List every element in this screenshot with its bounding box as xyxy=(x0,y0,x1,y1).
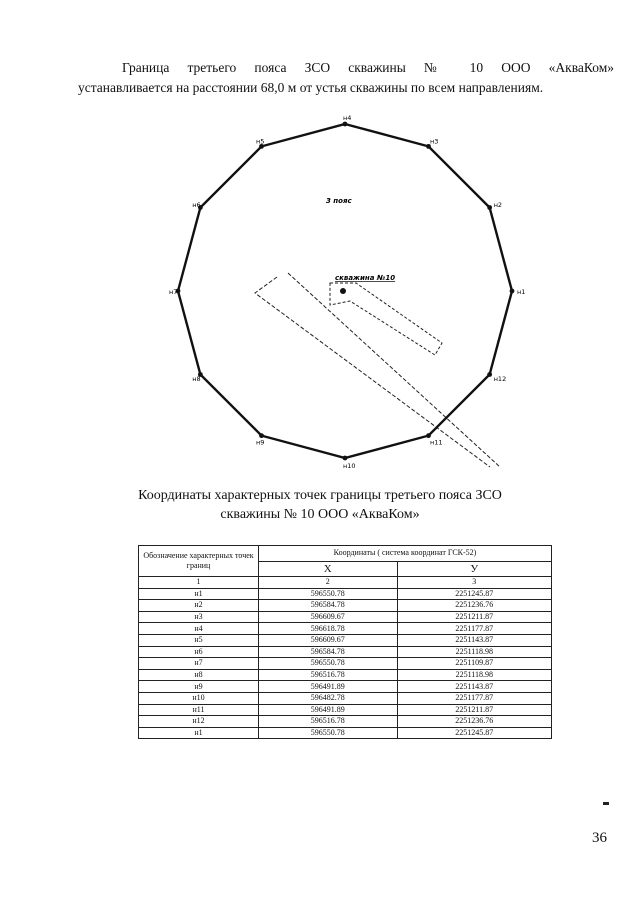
scan-mark xyxy=(603,802,609,805)
intro-line-1: Граница третьего пояса ЗСО скважины № 10 ООО «АкваКом» xyxy=(122,60,614,75)
table-row xyxy=(139,634,552,646)
cell-x: 596550.78 xyxy=(259,588,398,600)
cell-y: 2251109.87 xyxy=(397,658,551,670)
zone-scheme-diagram xyxy=(160,115,530,475)
cell-x: 596584.78 xyxy=(259,600,398,612)
coordinates-table xyxy=(138,545,552,739)
page-number: 36 xyxy=(592,830,607,846)
cell-y: 2251245.87 xyxy=(397,588,551,600)
caption-line-1: Координаты характерных точек границы третьего пояса ЗСО xyxy=(138,488,502,503)
cell-point: н1 xyxy=(139,727,259,739)
vertex-marker xyxy=(259,433,264,438)
cell-point: н1 xyxy=(139,588,259,600)
header-y: У xyxy=(397,561,551,577)
header-coordinates: Координаты ( система координат ГСК-52) xyxy=(259,546,552,562)
cell-point: н11 xyxy=(139,704,259,716)
cell-y: 2251118.98 xyxy=(397,646,551,658)
table-row xyxy=(139,669,552,681)
vertex-label: н4 xyxy=(343,115,352,122)
table-row xyxy=(139,727,552,739)
cell-y: 2251245.87 xyxy=(397,727,551,739)
intro-paragraph xyxy=(78,58,614,98)
cell-x: 596550.78 xyxy=(259,727,398,739)
cell-y: 2251236.76 xyxy=(397,600,551,612)
cell-point: н2 xyxy=(139,600,259,612)
vertex-marker xyxy=(343,122,348,127)
table-row xyxy=(139,623,552,635)
cell-y: 2251177.87 xyxy=(397,692,551,704)
table-caption xyxy=(100,486,540,524)
vertex-label: н3 xyxy=(430,137,439,146)
cell-x: 596618.78 xyxy=(259,623,398,635)
vertex-marker xyxy=(487,372,492,377)
well-label: скважина №10 xyxy=(335,274,396,282)
cell-x: 596550.78 xyxy=(259,658,398,670)
coordinates-table-wrap xyxy=(138,545,552,739)
cell-x: 596609.67 xyxy=(259,634,398,646)
cell-point: н4 xyxy=(139,623,259,635)
vertex-label: н10 xyxy=(343,462,356,470)
header-point-name: Обозначение характерных точек границ xyxy=(139,546,259,577)
vertex-label: н1 xyxy=(517,288,526,296)
cell-y: 2251211.87 xyxy=(397,704,551,716)
intro-line-2: устанавливается на расстоянии 68,0 м от устья скважины по всем направлениям. xyxy=(78,80,544,95)
cell-x: 596516.78 xyxy=(259,716,398,728)
cell-point: н3 xyxy=(139,611,259,623)
cell-y: 2251143.87 xyxy=(397,681,551,693)
table-row xyxy=(139,588,552,600)
cell-point: н6 xyxy=(139,646,259,658)
vertex-marker xyxy=(487,205,492,210)
vertex-marker xyxy=(426,433,431,438)
cell-x: 596491.89 xyxy=(259,681,398,693)
vertex-label: н12 xyxy=(493,375,507,383)
cell-point: н7 xyxy=(139,658,259,670)
index-col-1: 1 xyxy=(139,577,259,589)
table-row xyxy=(139,681,552,693)
vertex-marker xyxy=(343,456,348,461)
cell-point: н5 xyxy=(139,634,259,646)
caption-line-2: скважины № 10 ООО «АкваКом» xyxy=(220,507,420,522)
vertex-label: н8 xyxy=(192,375,201,383)
vertex-label: н11 xyxy=(430,438,443,447)
cell-y: 2251143.87 xyxy=(397,634,551,646)
header-x: X xyxy=(259,561,398,577)
table-row xyxy=(139,600,552,612)
cell-y: 2251211.87 xyxy=(397,611,551,623)
vertex-label: н2 xyxy=(493,201,503,209)
index-col-3: 3 xyxy=(397,577,551,589)
table-row xyxy=(139,692,552,704)
cell-point: н9 xyxy=(139,681,259,693)
cell-point: н12 xyxy=(139,716,259,728)
cell-point: н8 xyxy=(139,669,259,681)
table-row xyxy=(139,658,552,670)
well-marker xyxy=(340,288,346,294)
cell-y: 2251118.98 xyxy=(397,669,551,681)
cell-x: 596584.78 xyxy=(259,646,398,658)
cell-point: н10 xyxy=(139,692,259,704)
vertex-marker xyxy=(510,289,515,294)
vertex-label: н5 xyxy=(256,137,265,146)
cell-y: 2251236.76 xyxy=(397,716,551,728)
cell-x: 596491.89 xyxy=(259,704,398,716)
coordinates-body xyxy=(139,588,552,739)
table-row xyxy=(139,611,552,623)
index-col-2: 2 xyxy=(259,577,398,589)
vertex-label: н9 xyxy=(256,438,265,447)
cell-x: 596482.78 xyxy=(259,692,398,704)
cell-y: 2251177.87 xyxy=(397,623,551,635)
zone-label: 3 пояс xyxy=(326,197,352,205)
table-row xyxy=(139,646,552,658)
vertex-label: н7 xyxy=(169,288,178,296)
table-row xyxy=(139,704,552,716)
table-row xyxy=(139,716,552,728)
cell-x: 596609.67 xyxy=(259,611,398,623)
cell-x: 596516.78 xyxy=(259,669,398,681)
vertex-label: н6 xyxy=(192,201,201,209)
